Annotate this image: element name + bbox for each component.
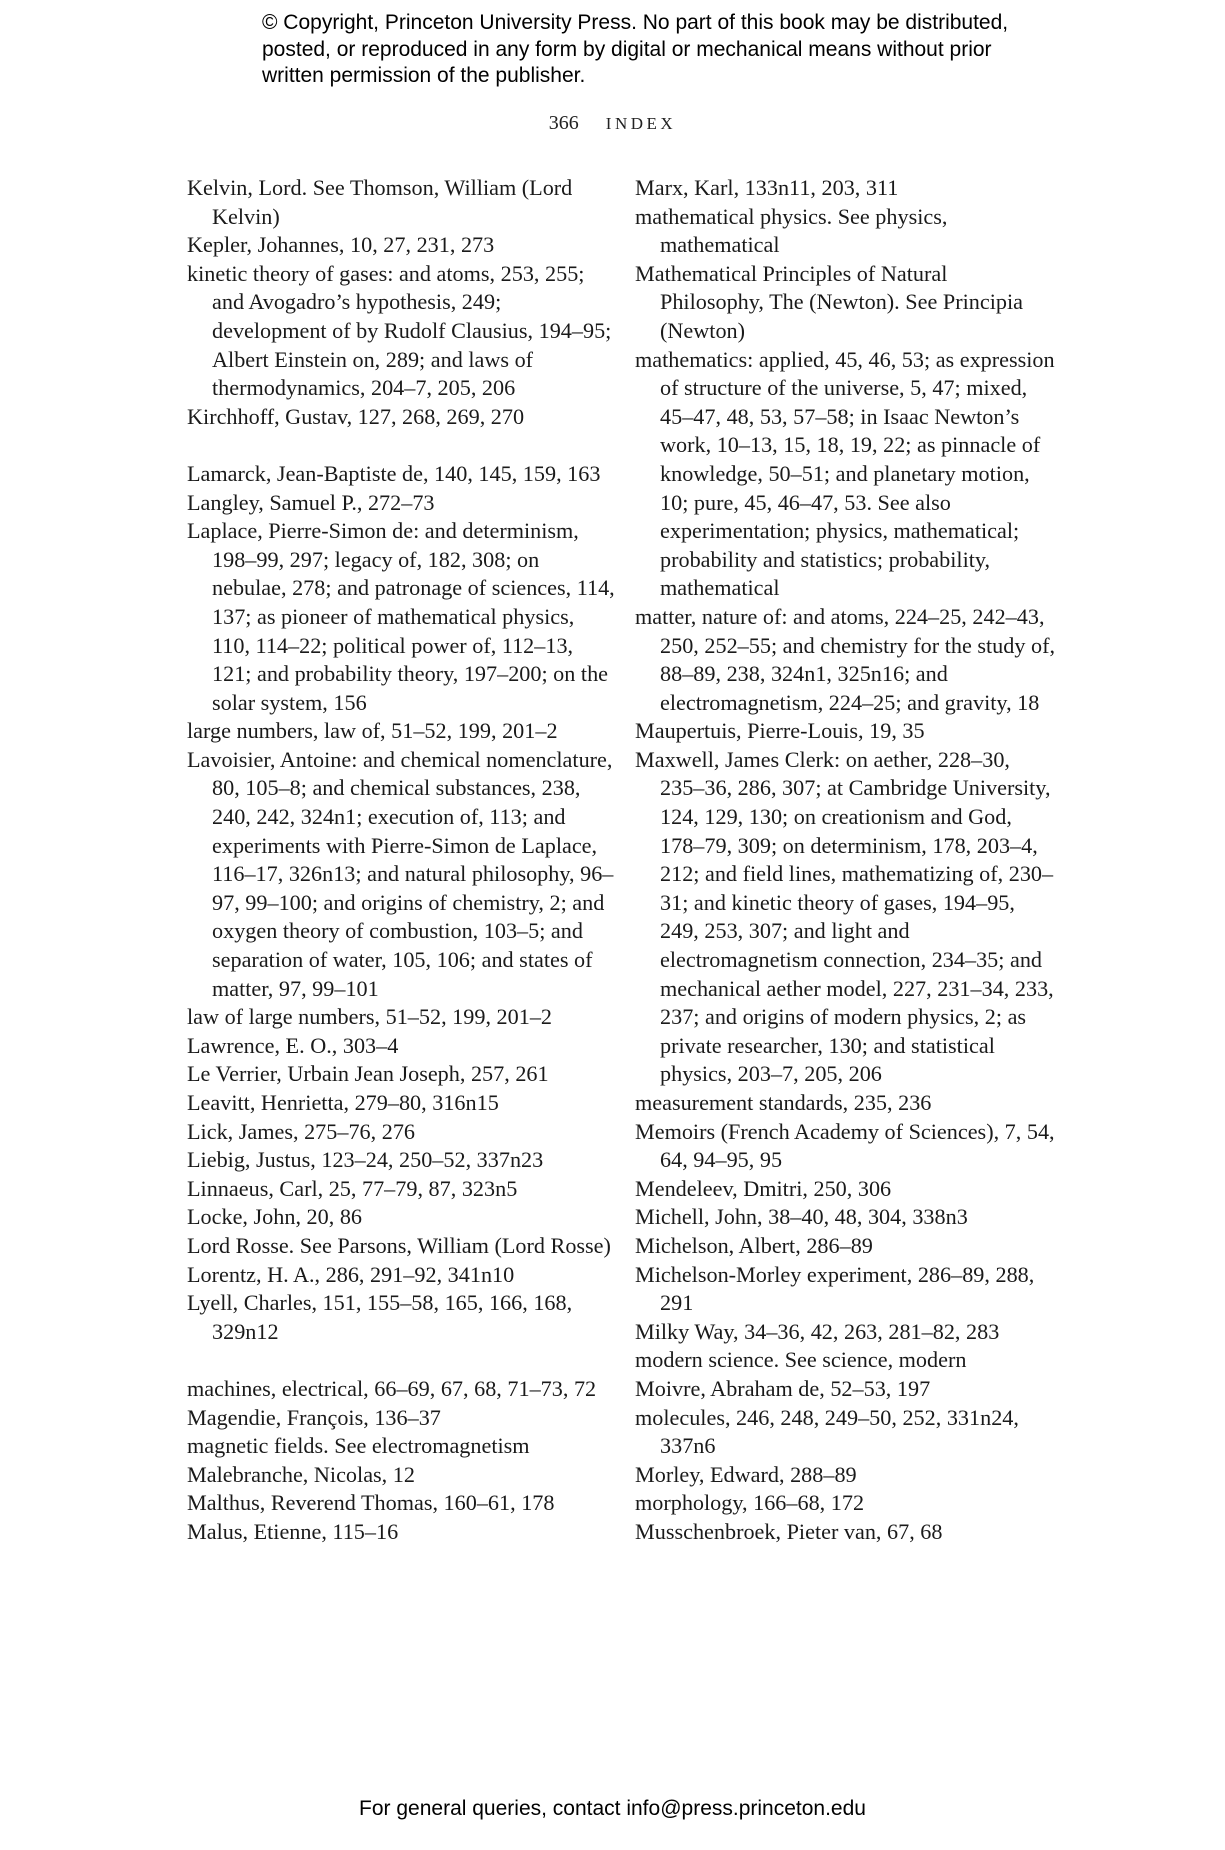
index-entry: Kepler, Johannes, 10, 27, 231, 273 [187, 232, 495, 258]
index-entry: Marx, Karl, 133n11, 203, 311 [635, 175, 899, 200]
index-entry: Michell, John, 38–40, 48, 304, 338n3 [635, 1204, 968, 1230]
index-entry: Lamarck, Jean-Baptiste de, 140, 145, 159, 163 [187, 460, 601, 486]
index-entry: Lord Rosse. See Parsons, William (Lord Rosse) [187, 1232, 611, 1258]
index-entry: Leavitt, Henrietta, 279–80, 316n15 [187, 1090, 499, 1115]
index-entry: mathematics: applied, 45, 46, 53; as expression of structure of the universe, 5, 47; mixed, 45–47, 48, 53, 57–58; in Isaac Newton’s work, 10–13, 15, 18, 19, 22; as pinnacle of knowledge, 50–51; and planetary motion, 10; pure, 45, 46–47, 53. See also experimentation; physics, mathematical; probability and statistics; probability, mathematical [635, 346, 1055, 601]
index-entry: morphology, 166–68, 172 [635, 1490, 865, 1516]
index-entry: Langley, Samuel P., 272–73 [187, 489, 435, 515]
index-entry: Michelson, Albert, 286–89 [635, 1232, 873, 1258]
index-entry: Maupertuis, Pierre-Louis, 19, 35 [635, 718, 925, 744]
index-entry: Magendie, François, 136–37 [187, 1404, 441, 1430]
copyright-notice: © Copyright, Princeton University Press. No part of this book may be distributed, posted, or reproduced in any form by digital or mechanical means without prior written permission of the publisher. [262, 11, 1009, 87]
index-entry: magnetic fields. See electromagnetism [187, 1433, 530, 1459]
running-head [0, 112, 1225, 135]
index-entry: Kelvin, Lord. See Thomson, William (Lord Kelvin) [187, 175, 573, 229]
index-entry: mathematical physics. See physics, mathematical [635, 203, 948, 258]
index-entry: Locke, John, 20, 86 [187, 1204, 363, 1230]
index-entry: Malthus, Reverend Thomas, 160–61, 178 [187, 1490, 555, 1516]
index-entry: Lyell, Charles, 151, 155–58, 165, 166, 168, 329n12 [187, 1290, 573, 1344]
index-entry: Milky Way, 34–36, 42, 263, 281–82, 283 [635, 1318, 1000, 1344]
page-number: 366 [548, 112, 579, 134]
index-column-left [187, 174, 617, 1547]
index-entry: machines, electrical, 66–69, 67, 68, 71–73, 72 [187, 1375, 597, 1401]
index-entry: law of large numbers, 51–52, 199, 201–2 [187, 1004, 553, 1030]
index-entry: Morley, Edward, 288–89 [635, 1461, 857, 1487]
index-entry: Memoirs (French Academy of Sciences), 7, 54, 64, 94–95, 95 [635, 1118, 1055, 1173]
section-title: INDEX [605, 114, 677, 133]
index-entry: Mendeleev, Dmitri, 250, 306 [635, 1175, 892, 1201]
index-entry: Moivre, Abraham de, 52–53, 197 [635, 1375, 931, 1401]
index-entry: kinetic theory of gases: and atoms, 253, 255; and Avogadro’s hypothesis, 249; development of by Rudolf Clausius, 194–95; Albert Einstein on, 289; and laws of thermodynamics, 204–7, 205, 206 [187, 260, 612, 401]
footer-contact: For general queries, contact info@press.princeton.edu [359, 1797, 866, 1820]
letter-group-gap [187, 431, 617, 460]
index-entry: Le Verrier, Urbain Jean Joseph, 257, 261 [187, 1061, 549, 1087]
index-entry: Kirchhoff, Gustav, 127, 268, 269, 270 [187, 403, 525, 429]
index-entry: Lavoisier, Antoine: and chemical nomenclature, 80, 105–8; and chemical substances, 238, 240, 242, 324n1; execution of, 113; and experiments with Pierre-Simon de Laplace, 116–17, 326n13; and natural philosophy, 96–97, 99–100; and origins of chemistry, 2; and oxygen theory of combustion, 103–5; and separation of water, 105, 106; and states of matter, 97, 99–101 [187, 746, 614, 1001]
index-entry: molecules, 246, 248, 249–50, 252, 331n24, 337n6 [635, 1404, 1019, 1459]
index-entry: Lawrence, E. O., 303–4 [187, 1032, 399, 1058]
index-entry: measurement standards, 235, 236 [635, 1090, 932, 1115]
index-column-right [635, 174, 1055, 1547]
index-entry: Michelson-Morley experiment, 286–89, 288, 291 [635, 1261, 1035, 1316]
index-entry: Maxwell, James Clerk: on aether, 228–30, 235–36, 286, 307; at Cambridge University, 124, 129, 130; on creationism and God, 178–79, 309; on determinism, 178, 203–4, 212; and field lines, mathematizing of, 230–31; and kinetic theory of gases, 194–95, 249, 253, 307; and light and electromagnetism connection, 234–35; and mechanical aether model, 227, 231–34, 233, 237; and origins of modern physics, 2; as private researcher, 130; and statistical physics, 203–7, 205, 206 [635, 746, 1054, 1087]
index-entry: Mathematical Principles of Natural Philosophy, The (Newton). See Principia (Newton) [635, 260, 1023, 343]
index-entry: Malebranche, Nicolas, 12 [187, 1461, 415, 1487]
index-entry: Musschenbroek, Pieter van, 67, 68 [635, 1518, 943, 1544]
index-entry: Lorentz, H. A., 286, 291–92, 341n10 [187, 1261, 515, 1287]
index-entry: Liebig, Justus, 123–24, 250–52, 337n23 [187, 1147, 544, 1173]
index-entry: large numbers, law of, 51–52, 199, 201–2 [187, 718, 558, 744]
index-entry: Malus, Etienne, 115–16 [187, 1518, 399, 1544]
index-entry: Linnaeus, Carl, 25, 77–79, 87, 323n5 [187, 1175, 518, 1201]
index-entry: matter, nature of: and atoms, 224–25, 242–43, 250, 252–55; and chemistry for the study of, 88–89, 238, 324n1, 325n16; and electromagnetism, 224–25; and gravity, 18 [635, 603, 1055, 715]
index-entry: Laplace, Pierre-Simon de: and determinism, 198–99, 297; legacy of, 182, 308; on nebulae, 278; and patronage of sciences, 114, 137; as pioneer of mathematical physics, 110, 114–22; political power of, 112–13, 121; and probability theory, 197–200; on the solar system, 156 [187, 518, 615, 715]
index-entry: modern science. See science, modern [635, 1347, 967, 1373]
letter-group-gap [187, 1346, 617, 1375]
index-entry: Lick, James, 275–76, 276 [187, 1118, 416, 1144]
